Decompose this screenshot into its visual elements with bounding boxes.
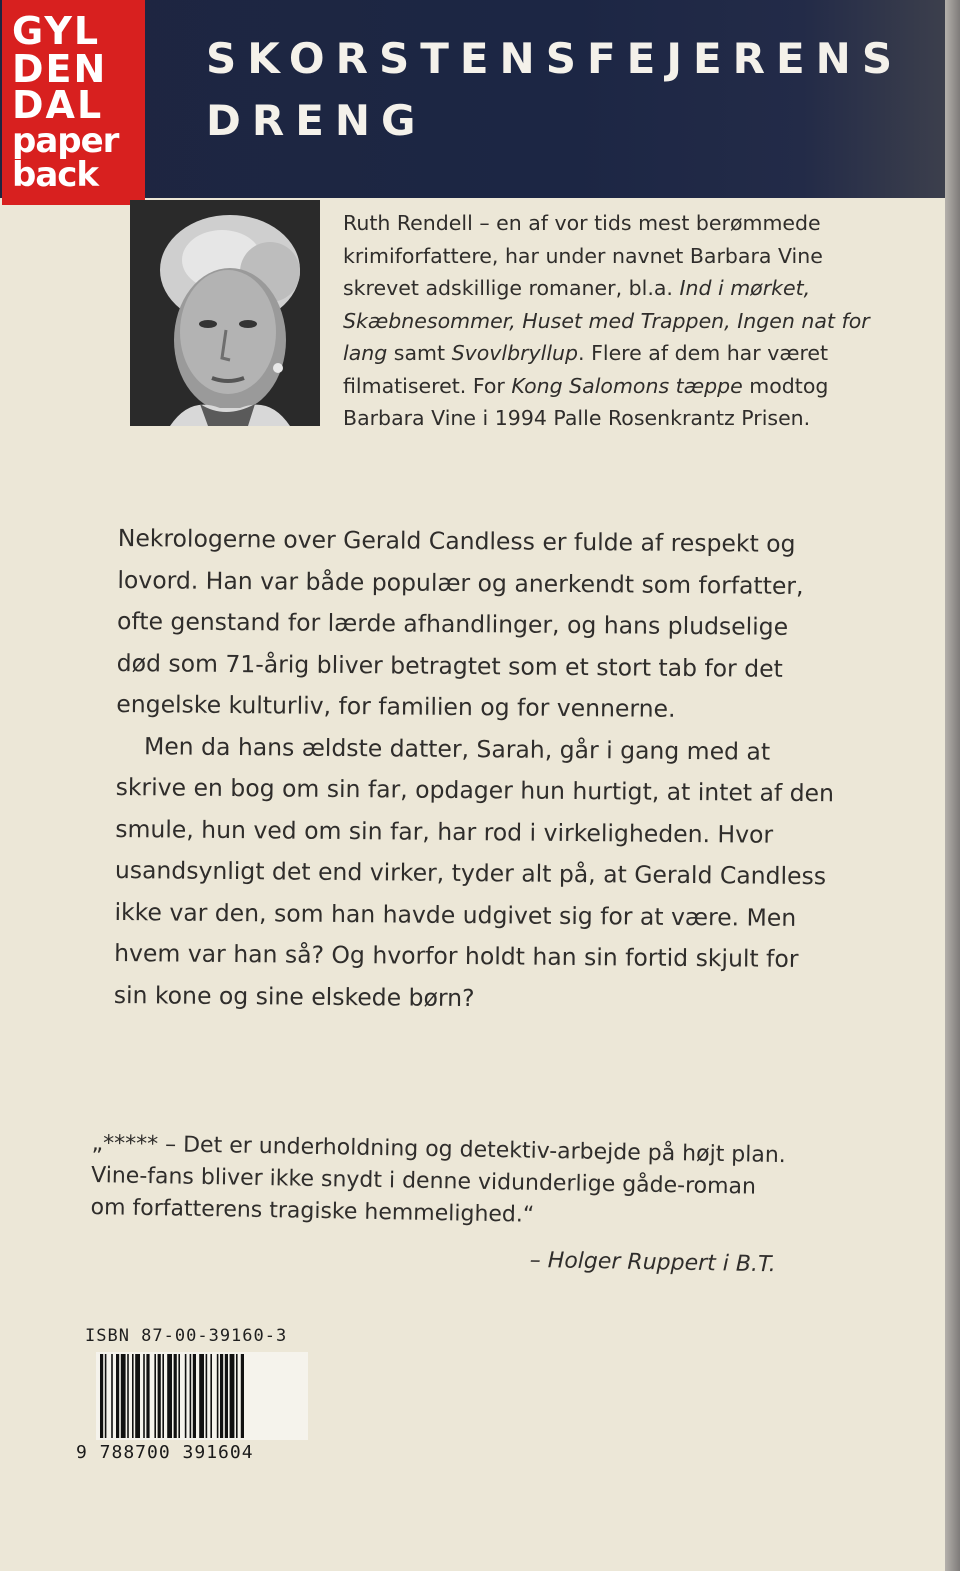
bio-text-4: modtog Barbara Vine i 1994 Palle Rosenkrantz Prisen.: [343, 373, 829, 430]
barcode-bar: [174, 1354, 177, 1438]
barcode-bar: [241, 1354, 244, 1438]
barcode-bar: [220, 1354, 223, 1438]
bio-text-1: – en af vor tids mest berømmede krimiforfattere, har under navnet Barbara Vine skrevet adskillige romaner, bl.a.: [343, 211, 823, 300]
logo-line-1: GYL: [12, 9, 101, 53]
barcode-bar: [100, 1354, 103, 1438]
barcode-bar: [199, 1354, 204, 1438]
barcode-bar: [116, 1354, 119, 1438]
review-source: – Holger Ruppert i B.T.: [529, 1248, 776, 1278]
bio-title-2: Svovlbryllup: [451, 341, 579, 365]
isbn-label: ISBN 87-00-39160-3: [85, 1326, 288, 1346]
author-bio: [343, 207, 903, 435]
bio-title-3: Kong Salomons tæppe: [511, 373, 743, 398]
book-description: [114, 518, 838, 1022]
barcode-bar: [111, 1354, 113, 1438]
logo-line-5: back: [12, 155, 99, 195]
author-portrait-drawing: [130, 200, 320, 426]
publisher-logo: [2, 0, 145, 205]
background-surface: [945, 0, 960, 1571]
barcode-bar: [167, 1354, 172, 1438]
bio-titles: Ind i mørket, Skæbnesommer, Huset med Trappen, Ingen nat for lang: [343, 276, 870, 365]
barcode-bar: [146, 1354, 149, 1438]
barcode-bar: [158, 1354, 161, 1438]
barcode-bar: [135, 1354, 140, 1438]
author-photo: [130, 200, 320, 426]
barcode-bar: [105, 1354, 107, 1438]
book-title: [206, 28, 926, 152]
barcode-bar: [121, 1354, 126, 1438]
barcode-bar: [225, 1354, 228, 1438]
logo-line-4: paper: [12, 121, 119, 161]
barcode-bars: [96, 1352, 308, 1440]
barcode-bar: [217, 1354, 219, 1438]
bio-text-3: . Flere af dem har været filmatiseret. For: [343, 341, 829, 398]
author-name: Ruth Rendell: [343, 211, 473, 235]
barcode-bar: [206, 1354, 208, 1438]
review-quote: „***** – Det er underholdning og detektiv-arbejde på højt plan. Vine-fans bliver ikke snydt i denne vidunderlige gåde-roman om forfatterens tragiske hemmelighed.“: [90, 1130, 787, 1228]
bio-text-2: samt: [387, 341, 452, 365]
barcode: [96, 1352, 308, 1440]
barcode-bar: [162, 1354, 164, 1438]
description-paragraph-2: Men da hans ældste datter, Sarah, går i gang med at skrive en bog om sin far, opdager hun hurtigt, at intet af den smule, hun ved om sin far, har rod i virkeligheden. Hvor usandsynligt det end virker, tyder alt på, at Gerald Candless ikke var den, som han havde udgivet sig for at være. Men hvem var han så? Og hvorfor holdt han sin fortid skjult for sin kone og sine elskede børn?: [113, 731, 835, 1012]
barcode-digits: 9 788700 391604: [76, 1442, 254, 1463]
book-title-line-1: SKORSTENSFEJERENS: [206, 34, 904, 83]
barcode-bar: [178, 1354, 180, 1438]
barcode-bar: [132, 1354, 134, 1438]
logo-line-3: DAL: [12, 83, 104, 127]
barcode-bar: [190, 1354, 192, 1438]
barcode-bar: [236, 1354, 238, 1438]
barcode-bar: [193, 1354, 196, 1438]
description-paragraph-1: Nekrologerne over Gerald Candless er fulde af respekt og lovord. Han var både populær og anerkendt som forfatter, ofte genstand for lærde afhandlinger, og hans pludselige død som 71-årig bliver betragtet som et stort tab for det engelske kulturliv, for familien og for vennerne.: [116, 523, 804, 723]
barcode-bar: [185, 1354, 187, 1438]
book-title-line-2: DRENG: [206, 96, 427, 145]
barcode-bar: [230, 1354, 235, 1438]
barcode-bar: [127, 1354, 129, 1438]
logo-line-2: DEN: [12, 47, 108, 91]
barcode-bar: [210, 1354, 212, 1438]
barcode-bar: [143, 1354, 145, 1438]
barcode-bar: [154, 1354, 156, 1438]
